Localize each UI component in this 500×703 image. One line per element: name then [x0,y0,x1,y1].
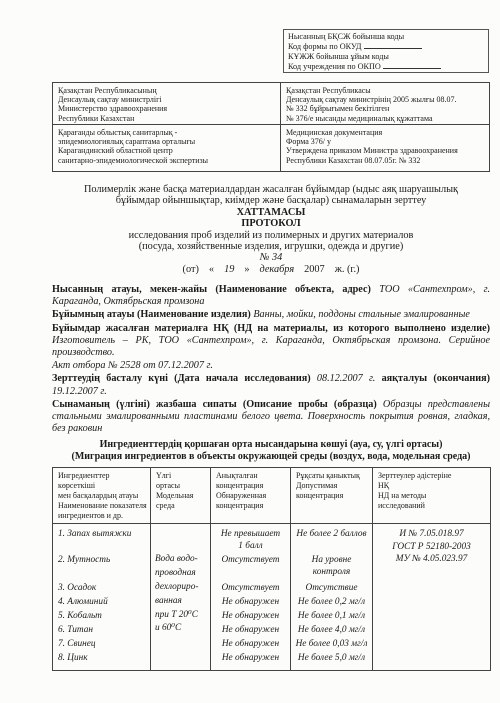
allowed-concentration [291,595,373,609]
col-header-ingredient [53,468,151,524]
allowed-line: Не более 0,2 мг/л [297,596,366,607]
allowed-line: Не более 0,1 мг/л [297,610,366,621]
found-line: Отсутствует [221,554,280,565]
medium-line: ванная [155,595,182,606]
field-study-dates [52,373,490,397]
field-material-nd [52,323,490,360]
medium-line: и 60⁰С [155,623,182,634]
col-header-line: исследований [378,501,425,511]
field-description-value: Образцы представлены стальными эмалированными пластинами белого цвета. Поверхность покрытия ровная, гладкая, без раковин [52,398,491,435]
ingredient-name [53,581,151,595]
found-line: Не обнаружен [221,638,280,649]
field-description [52,399,490,436]
col-header-line: Обнаруженная [216,491,267,501]
field-material-nd-value: Изготовитель – РК, ТОО «Сантехпром», г. Караганда, Октябрьская промзона. Серийное производство. [52,334,490,359]
protocol-body [52,284,490,671]
center-name-line: эпидемиологиялық сараптама орталығы [58,137,196,147]
ingredient-name-text: 7. Свинец [58,638,96,649]
method-line: И № 7.05.018.97 [399,529,464,540]
allowed-line: Не более 4,0 мг/л [297,624,366,635]
codes-line-okpo [288,62,484,72]
allowed-concentration [291,609,373,623]
form-approval-line: Республики Казахстан 08.07.05г. № 332 [286,155,421,165]
field-material-nd-label: Бұйымдар жасалған материалға НҚ (НД на материалы, из которого выполнено изделие) [52,322,490,334]
allowed-line: На уровне [311,554,352,565]
study-end-value: 19.12.2007 г. [52,385,107,397]
field-sampling-act [52,360,490,372]
col-header-line: Анықталған [216,471,258,481]
found-concentration [211,595,291,609]
col-header-allowed [291,468,373,524]
found-line: Не обнаружен [221,610,280,621]
found-concentration [211,609,291,623]
codes-line-okud [288,42,484,52]
field-product-value: Ванны, мойки, поддоны стальные эмалированные [253,309,470,321]
field-product-label: Бұйымның атауы (Наименование изделия) [52,309,251,321]
okpo-fill-line [383,62,441,69]
date-year: 2007 [304,263,325,275]
order-kz-line: № 332 бұйрығымен бекітілген [286,104,390,114]
found-line: Не превышает [220,529,281,540]
migration-table [52,467,491,671]
date-open-quote: « [208,263,215,275]
allowed-concentration [291,524,373,554]
col-header-line: НҚ [378,481,390,491]
ingredient-name-text: 8. Цинк [58,652,88,663]
field-object-value: ТОО «Сантехпром», г. Караганда, Октябрьская промзона [52,284,491,308]
allowed-line: Отсутствие [305,582,358,593]
col-header-line: ортасы [156,481,180,491]
ministry-line: Республики Казахстан [58,113,135,123]
ministry-line: Денсаулық сақтау министрлігі [58,95,162,105]
date-suffix: ж. (г.) [334,263,360,275]
order-kz-cell [281,83,489,125]
methods-cell [373,524,491,671]
ingredient-name-text: 2. Мутность [58,554,111,565]
migration-heading [52,439,490,463]
migration-heading-ru: (Миграция ингредиентов в объекты окружающей среды (воздух, вода, модельная среда) [71,451,471,463]
col-header-line: Рұқсаты қаныктық [296,471,360,481]
table-header-row [53,468,491,524]
study-start-value: 08.12.2007 г. [316,373,376,385]
study-end-label: аяқталуы (окончания) [381,373,491,385]
found-line: Отсутствует [221,582,280,593]
protocol-date [52,264,490,275]
col-header-methods [373,468,491,524]
codes-line-okpo-label: Код учреждения по ОКПО [288,62,381,71]
ingredient-name-text: 1. Запах вытяжки [58,529,132,540]
date-day: 19 [224,263,235,275]
ingredient-name [53,609,151,623]
field-object-label: Нысанның атауы, мекен-жайы (Наименование объекта, адрес) [52,284,371,295]
codes-line-okud-label: Код формы по ОКУД [288,42,362,51]
model-medium-cell [151,524,211,671]
medium-line: дехлориро- [155,582,199,593]
allowed-concentration [291,581,373,595]
title-kz-heading: ХАТТАМАСЫ [236,206,306,218]
col-header-line: Зерттеулер әдістеріне [378,471,452,481]
table-row [53,524,491,554]
col-header-line: среда [156,501,175,511]
ministry-line: Қазақстан Республикасының [58,86,157,95]
found-concentration [211,651,291,671]
codes-line-kuzhzh: КҰЖЖ бойынша ұйым коды [288,52,389,61]
ministry-cell [53,83,281,125]
ingredient-name [53,554,151,581]
allowed-concentration [291,554,373,581]
col-header-line: концентрация [296,491,344,501]
header-box [52,82,490,172]
found-concentration [211,554,291,581]
ingredient-name [53,623,151,637]
col-header-line: концентрация [216,501,264,511]
order-kz-line: № 376/е нысанды медициналық құжаттама [286,113,433,123]
center-name-cell [53,125,281,171]
allowed-concentration [291,637,373,651]
center-name-line: Карагандинский областной центр [58,146,173,156]
okud-fill-line [364,42,422,49]
form-approval-cell [281,125,489,171]
col-header-line: Наименование показателя [58,501,147,511]
date-month: декабря [259,263,295,275]
study-start-label: Зерттеудің басталу күні (Дата начала исследования) [52,373,311,385]
form-approval-line: Утверждена приказом Министра здравоохранения [286,146,458,156]
title-ru-heading: ПРОТОКОЛ [241,218,301,230]
ingredient-name-text: 3. Осадок [58,582,97,593]
form-codes-box [283,29,489,73]
date-prefix: (от) [182,263,199,275]
col-header-line: ингредиентов и др. [58,511,123,521]
allowed-concentration [291,623,373,637]
ingredient-name [53,651,151,671]
ministry-line: Министерство здравоохранения [58,104,168,114]
col-header-line: мен басқалардың атауы [58,491,139,501]
method-line: ГОСТ Р 52180-2003 [392,541,471,552]
col-header-medium [151,468,211,524]
col-header-line: Модельная [156,491,194,501]
found-concentration [211,524,291,554]
allowed-line: Не более 0,03 мг/л [295,638,368,649]
form-approval-line: Форма 376/ у [286,137,331,147]
sampling-act-value: Акт отбора № 2528 от 07.12.2007 г. [52,360,213,372]
title-ru-line: (посуда, хозяйственные изделия, игрушки, одежда и другие) [138,241,404,253]
ingredient-name [53,524,151,554]
medium-line: проводная [155,568,196,579]
field-object [52,284,490,308]
col-header-line: Допустимая [296,481,338,491]
medium-line: при Т 20⁰С [155,609,198,620]
col-header-line: Үлгі [156,471,172,481]
col-header-line: концентрация [216,481,264,491]
protocol-number: № 34 [259,252,283,264]
found-concentration [211,623,291,637]
ingredient-name [53,595,151,609]
order-kz-line: Денсаулық сақтау министрінің 2005 жылғы 08.07. [286,95,457,105]
field-description-label: Сынаманың (үлгіні) жазбаша сипаты (Описание пробы (образца) [52,398,377,410]
order-kz-line: Қазақстан Республикасы [286,86,371,95]
ingredient-name [53,637,151,651]
found-line: Не обнаружен [221,652,280,663]
document-title-block [52,184,490,275]
title-ru-line: исследования проб изделий из полимерных и других материалов [128,229,414,241]
allowed-concentration [291,651,373,671]
found-concentration [211,637,291,651]
migration-heading-kz: Ингредиенттердің қоршаған орта нысандарына көшуі (ауа, су, үлгі ортасы) [99,439,443,451]
allowed-line: контроля [312,566,351,577]
center-name-line: Қарағанды облыстық санитарлық - [58,128,178,137]
field-product [52,309,490,321]
found-line: Не обнаружен [221,596,280,607]
ingredient-name-text: 6. Титан [58,624,93,635]
title-kz-line: Полимерлік және басқа материалдардан жасалған бұйымдар (ыдыс аяқ шаруашылық [83,184,459,195]
medium-line: Вода водо- [155,554,198,565]
method-line: МУ № 4.05.023.97 [395,554,468,565]
found-line: Не обнаружен [221,624,280,635]
found-concentration [211,581,291,595]
codes-line-bqszh: Нысанның БҚСЖ бойынша коды [288,32,405,41]
allowed-line: Не более 2 баллов [296,529,367,540]
form-approval-line: Медицинская документация [286,128,383,137]
allowed-line: Не более 5,0 мг/л [297,652,366,663]
title-kz-line: бұйымдар ойыншықтар, киімдер және басқалар) сынамаларын зерттеу [115,195,427,207]
date-close-quote: » [244,263,250,275]
ingredient-name-text: 5. Кобальт [58,610,102,621]
ingredient-name-text: 4. Алюминий [58,596,108,607]
found-line: 1 балл [238,541,263,552]
col-header-line: Ингредиенттер көрсеткіші [58,471,110,491]
col-header-line: НД на методы [378,491,427,501]
center-name-line: санитарно-эпидемиологической экспертизы [58,155,209,165]
col-header-found [211,468,291,524]
